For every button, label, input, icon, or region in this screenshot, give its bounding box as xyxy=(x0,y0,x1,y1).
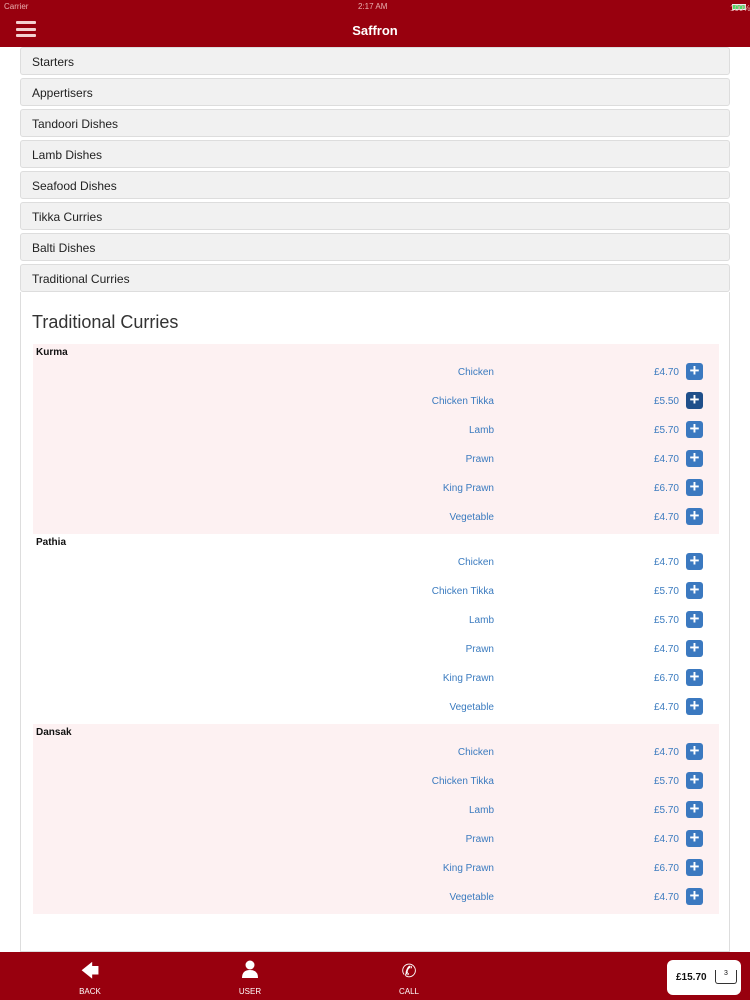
add-item-button[interactable]: + xyxy=(686,611,703,628)
menu-item-row xyxy=(33,387,719,416)
menu-item-row xyxy=(33,548,719,577)
menu-item-row xyxy=(33,883,719,912)
item-name: King Prawn xyxy=(442,483,494,494)
clock: 2:17 AM xyxy=(358,2,388,11)
category-panel xyxy=(20,292,730,952)
menu-item-row xyxy=(33,825,719,854)
add-item-button[interactable]: + xyxy=(686,640,703,657)
menu-section xyxy=(33,724,719,914)
item-price: £5.50 xyxy=(653,396,679,407)
menu-item-row xyxy=(33,445,719,474)
category-seafood-dishes[interactable]: Seafood Dishes xyxy=(20,171,730,199)
add-item-button[interactable]: + xyxy=(686,743,703,760)
call-button[interactable] xyxy=(379,960,439,996)
add-item-button[interactable]: + xyxy=(686,553,703,570)
menu-item-row xyxy=(33,416,719,445)
item-name: Chicken xyxy=(457,367,494,378)
menu-item-row xyxy=(33,767,719,796)
category-traditional-curries[interactable]: Traditional Curries xyxy=(20,264,730,292)
cart-button[interactable] xyxy=(667,960,741,995)
category-balti-dishes[interactable]: Balti Dishes xyxy=(20,233,730,261)
menu-section xyxy=(33,534,719,724)
item-price: £5.70 xyxy=(653,776,679,787)
section-name: Dansak xyxy=(36,727,72,738)
item-price: £4.70 xyxy=(653,644,679,655)
category-tikka-curries[interactable]: Tikka Curries xyxy=(20,202,730,230)
item-name: Lamb xyxy=(468,615,494,626)
add-item-button[interactable]: + xyxy=(686,450,703,467)
item-price: £4.70 xyxy=(653,557,679,568)
item-price: £6.70 xyxy=(653,863,679,874)
add-item-button[interactable]: + xyxy=(686,859,703,876)
item-name: Chicken Tikka xyxy=(431,396,494,407)
add-item-button[interactable]: + xyxy=(686,582,703,599)
add-item-button[interactable]: + xyxy=(686,508,703,525)
back-label: BACK xyxy=(79,987,101,996)
arrow-left-icon: 🡄 xyxy=(80,961,100,981)
item-price: £5.70 xyxy=(653,425,679,436)
item-name: King Prawn xyxy=(442,863,494,874)
item-price: £4.70 xyxy=(653,747,679,758)
carrier: Carrier xyxy=(4,2,29,11)
category-appertisers[interactable]: Appertisers xyxy=(20,78,730,106)
item-price: £4.70 xyxy=(653,892,679,903)
item-name: Vegetable xyxy=(449,702,494,713)
menu-item-row xyxy=(33,606,719,635)
add-item-button[interactable]: + xyxy=(686,888,703,905)
phone-icon: ✆ xyxy=(401,961,417,981)
item-name: Chicken Tikka xyxy=(431,776,494,787)
item-price: £5.70 xyxy=(653,586,679,597)
item-price: £4.70 xyxy=(653,834,679,845)
cart-total: £15.70 xyxy=(676,972,707,983)
bottom-bar xyxy=(0,952,750,1000)
menu-item-row xyxy=(33,635,719,664)
menu-item-row xyxy=(33,577,719,606)
battery-level: 100% xyxy=(730,4,750,13)
category-lamb-dishes[interactable]: Lamb Dishes xyxy=(20,140,730,168)
item-price: £4.70 xyxy=(653,512,679,523)
status-bar xyxy=(0,0,750,14)
category-starters[interactable]: Starters xyxy=(20,47,730,75)
add-item-button[interactable]: + xyxy=(686,801,703,818)
category-tandoori-dishes[interactable]: Tandoori Dishes xyxy=(20,109,730,137)
add-item-button[interactable]: + xyxy=(686,363,703,380)
item-price: £4.70 xyxy=(653,367,679,378)
add-item-button[interactable]: + xyxy=(686,830,703,847)
item-name: Lamb xyxy=(468,425,494,436)
section-name: Pathia xyxy=(36,537,67,548)
item-price: £4.70 xyxy=(653,702,679,713)
item-name: Chicken xyxy=(457,557,494,568)
page-title: Saffron xyxy=(352,23,398,38)
add-item-button[interactable]: + xyxy=(686,772,703,789)
add-item-button[interactable]: + xyxy=(686,479,703,496)
menu-item-row xyxy=(33,738,719,767)
item-name: Prawn xyxy=(465,834,494,845)
user-icon xyxy=(220,960,280,982)
back-button[interactable] xyxy=(60,960,120,996)
item-name: Chicken xyxy=(457,747,494,758)
top-bar xyxy=(0,0,750,47)
add-item-button[interactable]: + xyxy=(686,421,703,438)
menu-item-row xyxy=(33,503,719,532)
item-price: £5.70 xyxy=(653,805,679,816)
section-name: Kurma xyxy=(36,347,68,358)
menu-section xyxy=(33,344,719,534)
basket-icon xyxy=(715,970,737,984)
menu-item-row xyxy=(33,358,719,387)
menu-item-row xyxy=(33,693,719,722)
item-name: Vegetable xyxy=(449,892,494,903)
item-name: Vegetable xyxy=(449,512,494,523)
menu-item-row xyxy=(33,474,719,503)
menu-item-row xyxy=(33,796,719,825)
add-item-button[interactable]: + xyxy=(686,392,703,409)
item-price: £4.70 xyxy=(653,454,679,465)
item-price: £6.70 xyxy=(653,673,679,684)
add-item-button[interactable]: + xyxy=(686,669,703,686)
user-button[interactable] xyxy=(220,960,280,996)
item-name: Prawn xyxy=(465,644,494,655)
menu-item-row xyxy=(33,854,719,883)
call-label: CALL xyxy=(398,987,419,996)
panel-heading: Traditional Curries xyxy=(32,312,179,332)
item-name: King Prawn xyxy=(442,673,494,684)
menu-item-row xyxy=(33,664,719,693)
item-name: Lamb xyxy=(468,805,494,816)
add-item-button[interactable]: + xyxy=(686,698,703,715)
item-price: £6.70 xyxy=(653,483,679,494)
item-price: £5.70 xyxy=(653,615,679,626)
cart-count: 3 xyxy=(724,970,728,977)
item-name: Chicken Tikka xyxy=(431,586,494,597)
item-name: Prawn xyxy=(465,454,494,465)
user-label: USER xyxy=(238,987,262,996)
